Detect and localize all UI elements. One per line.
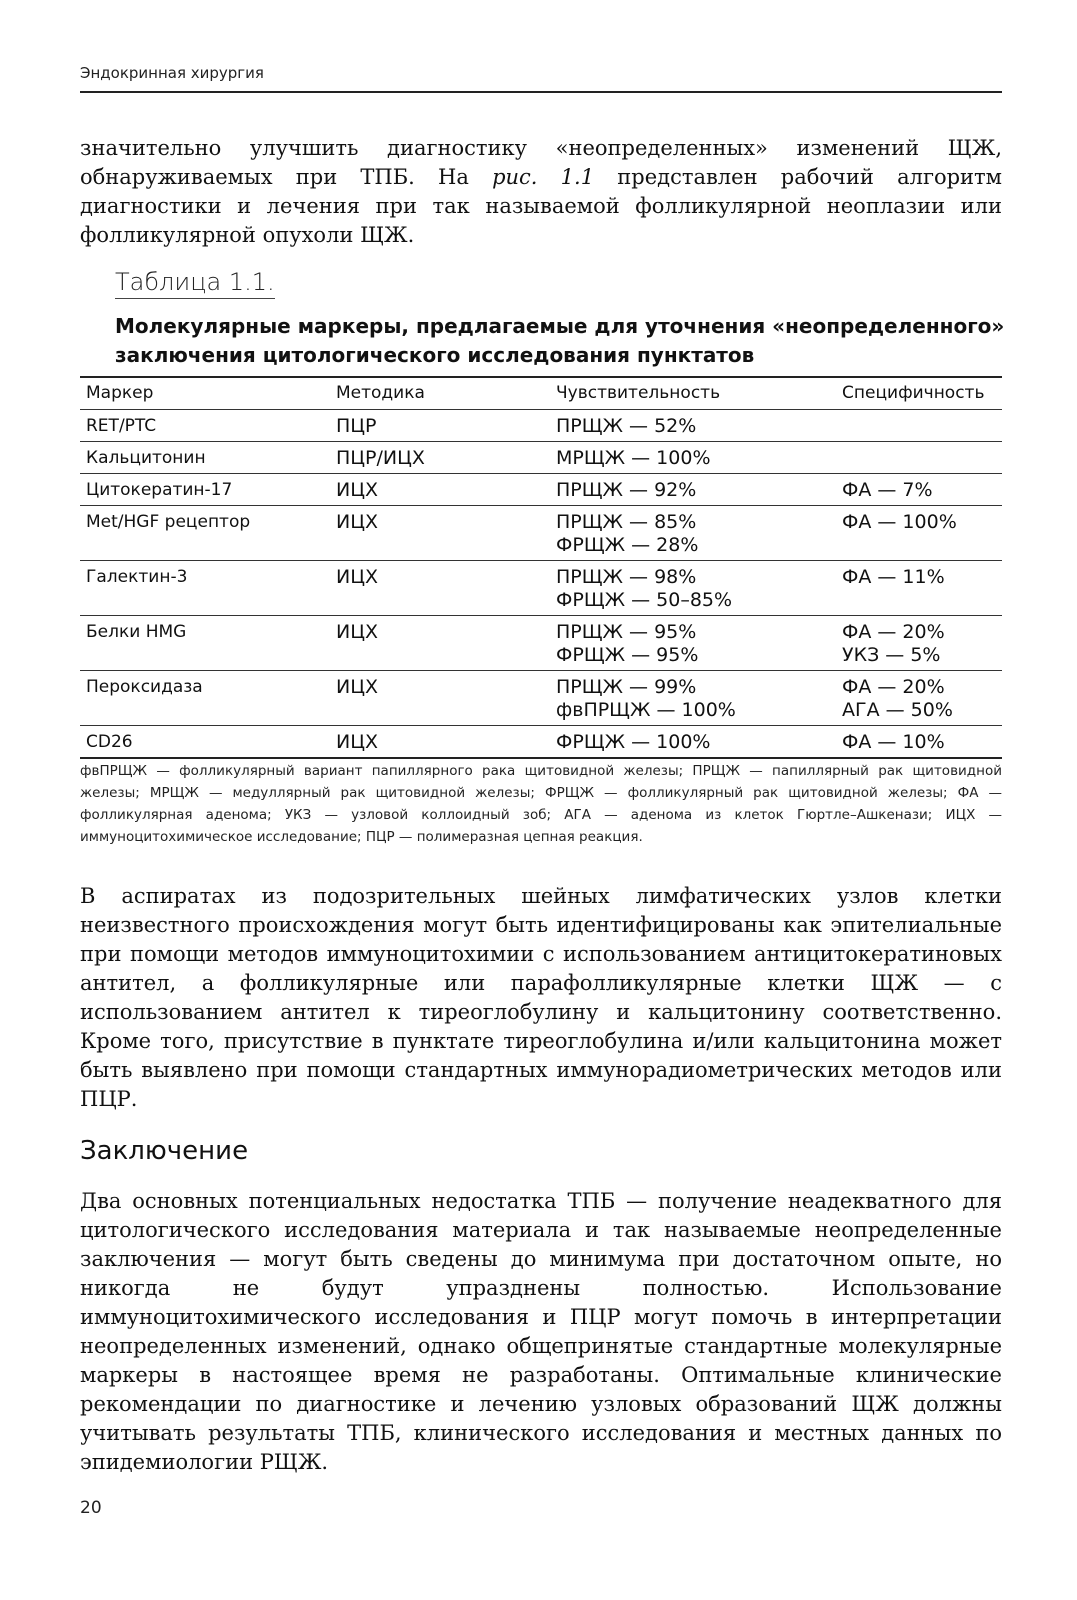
sensitivity-cell [550,671,836,726]
specificity-value: ФА — 7% [842,479,933,501]
marker-cell: Цитокератин-17 [80,474,330,506]
intro-text-after: представлен рабочий алгоритм диагностики и лечения при так называемой фолликулярной неоплазии или фолликулярной опухоли ЩЖ. [80,165,1002,247]
aspirates-paragraph: В аспиратах из подозрительных шейных лимфатических узлов клетки неизвестного происхождения могут быть идентифицированы как эпителиальные при помощи методов иммуноцитохимии с использованием антицитокератиновых антител, а фолликулярные или парафолликулярные клетки ЩЖ — с использованием антител к тиреоглобулину и кальцитонину соответственно. Кроме того, присутствие в пунктате тиреоглобулина и/или кальцитонина может быть выявлено при помощи стандартных иммунорадиометрических методов или ПЦР. [80,884,1002,1111]
table-row [80,410,1002,442]
conclusion-paragraph: Два основных потенциальных недостатка ТПБ — получение неадекватного для цитологического исследования материала и так называемые неопределенные заключения — могут быть сведены до минимума при достаточном опыте, но никогда не будут упразднены полностью. Использование иммуноцитохимического исследования и ПЦР могут помочь в интерпретации неопределенных изменений, однако общепринятые стандартные молекулярные маркеры в настоящее время не разработаны. Оптимальные клинические рекомендации по диагностике и лечению узловых образований ЩЖ должны учитывать результаты ТПБ, клинического исследования и местных данных по эпидемиологии РЩЖ. [80,1189,1002,1474]
table-row [80,442,1002,474]
marker-cell: Кальцитонин [80,442,330,474]
sensitivity-value: ПРЩЖ — 95% [556,621,697,643]
specificity-cell [836,410,1002,442]
sensitivity-cell [550,616,836,671]
method-cell: ИЦХ [330,506,550,561]
table-header-row [80,377,1002,410]
intro-text-before: значительно улучшить диагностику «неопределенных» изменений ЩЖ, обнаруживаемых при ТПБ. На [80,136,1002,189]
method-cell: ИЦХ [330,671,550,726]
specificity-cell [836,726,1002,759]
specificity-cell [836,506,1002,561]
method-cell: ИЦХ [330,561,550,616]
specificity-value: ФА — 100% [842,511,957,533]
table-title: Молекулярные маркеры, предлагаемые для уточнения «неопределенного» заключения цитологического исследования пунктатов [115,314,1005,367]
sensitivity-value: МРЩЖ — 100% [556,447,711,469]
header-rule [80,91,1002,93]
markers-table [80,376,1002,759]
table-row [80,474,1002,506]
column-header-specificity: Специфичность [836,377,1002,410]
marker-cell: Белки HMG [80,616,330,671]
sensitivity-cell [550,561,836,616]
table-row [80,561,1002,616]
specificity-value: ФА — 20% [842,676,945,698]
table-body [80,410,1002,759]
table-caption: Таблица 1.1. [115,268,275,299]
intro-paragraph [80,134,1002,250]
specificity-value: ФА — 11% [842,566,945,588]
table-row [80,616,1002,671]
specificity-cell [836,442,1002,474]
sensitivity-cell [550,726,836,759]
table-row [80,726,1002,759]
specificity-value: ФА — 20% [842,621,945,643]
sensitivity-cell [550,506,836,561]
sensitivity-cell [550,410,836,442]
column-header-marker: Маркер [80,377,330,410]
specificity-value: ФА — 10% [842,731,945,753]
specificity-cell [836,561,1002,616]
figure-reference: рис. 1.1 [492,165,595,189]
method-cell: ИЦХ [330,616,550,671]
sensitivity-value: ПРЩЖ — 52% [556,415,697,437]
column-header-sensitivity: Чувствительность [550,377,836,410]
sensitivity-value: ПРЩЖ — 99% [556,676,697,698]
method-cell: ИЦХ [330,726,550,759]
column-header-method: Методика [330,377,550,410]
sensitivity-cell [550,474,836,506]
table-row [80,671,1002,726]
marker-cell: CD26 [80,726,330,759]
method-cell: ПЦР [330,410,550,442]
marker-cell: RET/PTC [80,410,330,442]
specificity-value: УКЗ — 5% [842,644,941,666]
table-footnote: фвПРЩЖ — фолликулярный вариант папиллярного рака щитовидной железы; ПРЩЖ — папиллярный рак щитовидной железы; МРЩЖ — медуллярный рак щитовидной железы; ФРЩЖ — фолликулярный рак щитовидной железы; ФА — фолликулярная аденома; УКЗ — узловой коллоидный зоб; АГА — аденома из клеток Гюртле–Ашкенази; ИЦХ — иммуноцитохимическое исследование; ПЦР — полимеразная цепная реакция. [80,763,1002,845]
marker-cell: Met/HGF рецептор [80,506,330,561]
method-cell: ИЦХ [330,474,550,506]
marker-cell: Галектин-3 [80,561,330,616]
sensitivity-value: фвПРЩЖ — 100% [556,699,736,721]
specificity-value: АГА — 50% [842,699,953,721]
table-row [80,506,1002,561]
sensitivity-value: ФРЩЖ — 28% [556,534,699,556]
marker-cell: Пероксидаза [80,671,330,726]
sensitivity-value: ФРЩЖ — 100% [556,731,711,753]
sensitivity-value: ФРЩЖ — 50–85% [556,589,733,611]
sensitivity-value: ПРЩЖ — 85% [556,511,697,533]
running-head: Эндокринная хирургия [80,64,264,82]
specificity-cell [836,474,1002,506]
method-cell: ПЦР/ИЦХ [330,442,550,474]
page-number: 20 [80,1498,102,1518]
specificity-cell [836,616,1002,671]
specificity-cell [836,671,1002,726]
sensitivity-value: ФРЩЖ — 95% [556,644,699,666]
sensitivity-value: ПРЩЖ — 92% [556,479,697,501]
sensitivity-value: ПРЩЖ — 98% [556,566,697,588]
sensitivity-cell [550,442,836,474]
section-heading: Заключение [80,1136,249,1166]
